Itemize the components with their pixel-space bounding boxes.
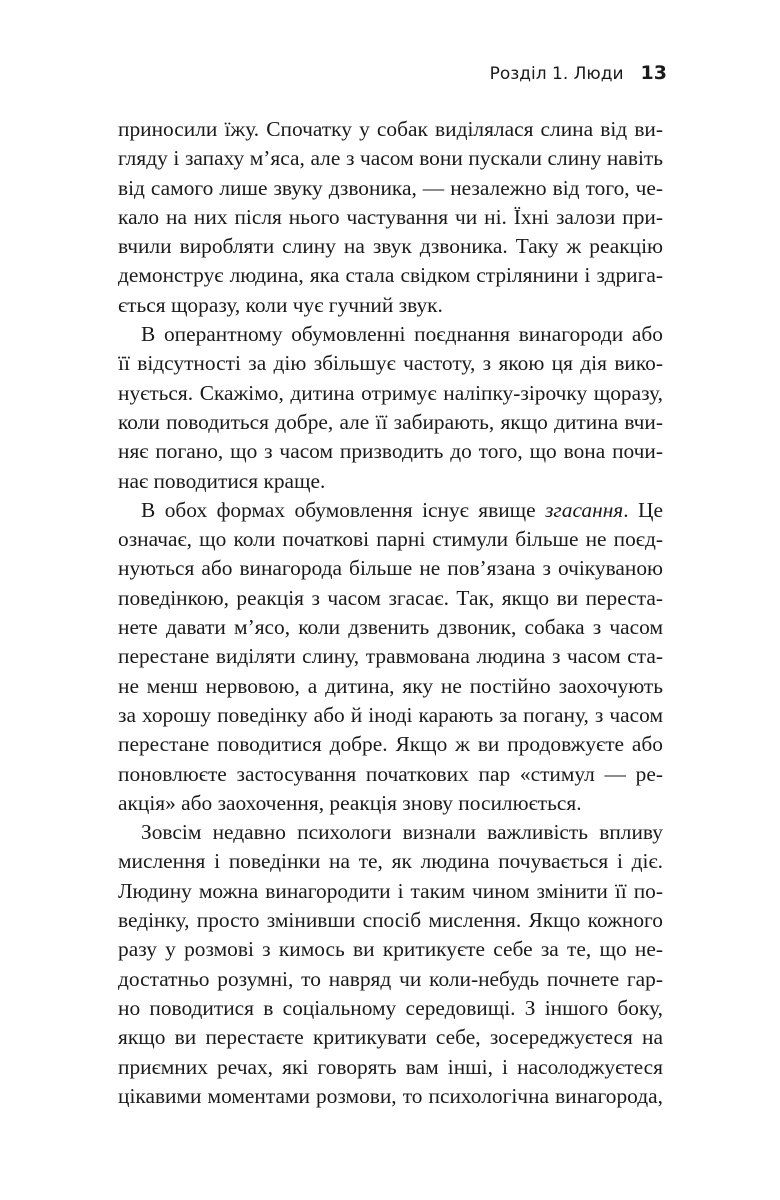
text-line xyxy=(118,496,663,525)
text-line: няє погано, що з часом призводить до того, що вона почи- xyxy=(118,439,663,464)
page-number: 13 xyxy=(640,62,667,84)
text-line: достатньо розумні, то навряд чи коли-небудь почнете гар- xyxy=(118,966,663,991)
text-line: не менш нервовою, а дитина, яку не постійно заохочують xyxy=(118,673,663,698)
text-line: нете давати м’ясо, коли дзвенить дзвоник, собака з часом xyxy=(118,615,663,640)
emphasized-term: згасання xyxy=(545,497,624,522)
text-line: якщо ви перестаєте критикувати себе, зосереджуєтеся на xyxy=(118,1025,663,1050)
text-line: мислення і поведінки на те, як людина почувається і діє. xyxy=(118,849,663,874)
text-line: Зовсім недавно психологи визнали важливість впливу xyxy=(141,820,663,845)
text-line: означає, що коли початкові парні стимули більше не поєд- xyxy=(118,527,663,552)
paragraph-3 xyxy=(118,496,663,818)
chapter-title: Розділ 1. Люди xyxy=(489,64,624,84)
text-line: коли поводиться добре, але її забирають, якщо дитина вчи- xyxy=(118,409,663,434)
text-line: Людину можна винагородити і таким чином змінити її по- xyxy=(118,878,663,903)
text-line: її відсутності за дію збільшує частоту, з якою ця дія вико- xyxy=(118,351,663,376)
text-run: . Це xyxy=(623,497,663,522)
text-line: за хорошу поведінку або й іноді карають за погану, з часом xyxy=(118,702,663,727)
text-line: цікавими моментами розмови, то психологічна винагорода, xyxy=(118,1083,663,1108)
text-line: приносили їжу. Спочатку у собак виділялася слина від ви- xyxy=(118,117,663,141)
text-line: ведінку, просто змінивши спосіб мислення. Якщо кожного xyxy=(118,908,663,933)
text-line: поновлюєте застосування початкових пар «стимул — ре- xyxy=(118,761,663,786)
text-line: но поводитися в соціальному середовищі. З іншого боку, xyxy=(118,995,663,1020)
paragraph-4 xyxy=(118,818,663,1111)
text-line: приємних речах, які говорять вам інші, і насолоджуєтеся xyxy=(118,1054,663,1079)
text-line: кало на них після нього частування чи ні. Їхні залози при- xyxy=(118,204,663,229)
text-line: нуються або винагорода більше не пов’язана з очікуваною xyxy=(118,556,663,581)
text-line: ється щоразу, коли чує гучний звук. xyxy=(118,292,443,317)
paragraph-1 xyxy=(118,115,663,320)
text-line: перестане виділяти слину, травмована людина з часом ста- xyxy=(118,644,663,669)
text-line: нає поводитися краще. xyxy=(118,468,326,493)
text-line: перестане поводитися добре. Якщо ж ви продовжуєте або xyxy=(118,732,663,757)
text-line: вчили виробляти слину на звук дзвоника. Таку ж реакцію xyxy=(118,234,663,259)
text-run: В обох формах обумовлення існує явище xyxy=(141,497,546,522)
text-line: нується. Скажімо, дитина отримує наліпку-зірочку щоразу, xyxy=(118,380,663,405)
text-line: разу у розмові з кимось ви критикуєте себе за те, що не- xyxy=(118,937,663,962)
text-line: гляду і запаху м’яса, але з часом вони пускали слину навіть xyxy=(118,146,663,171)
text-line: від самого лише звуку дзвоника, — незалежно від того, че- xyxy=(118,175,663,200)
text-line: поведінкою, реакція з часом згасає. Так, якщо ви переста- xyxy=(118,585,663,610)
body-text xyxy=(118,115,663,1111)
text-line: В оперантному обумовленні поєднання винагороди або xyxy=(141,322,663,347)
text-line: акція» або заохочення, реакція знову посилюється. xyxy=(118,790,582,815)
running-head xyxy=(490,62,667,84)
paragraph-2 xyxy=(118,320,663,496)
text-line: демонструє людина, яка стала свідком стрілянини і здрига- xyxy=(118,263,663,288)
